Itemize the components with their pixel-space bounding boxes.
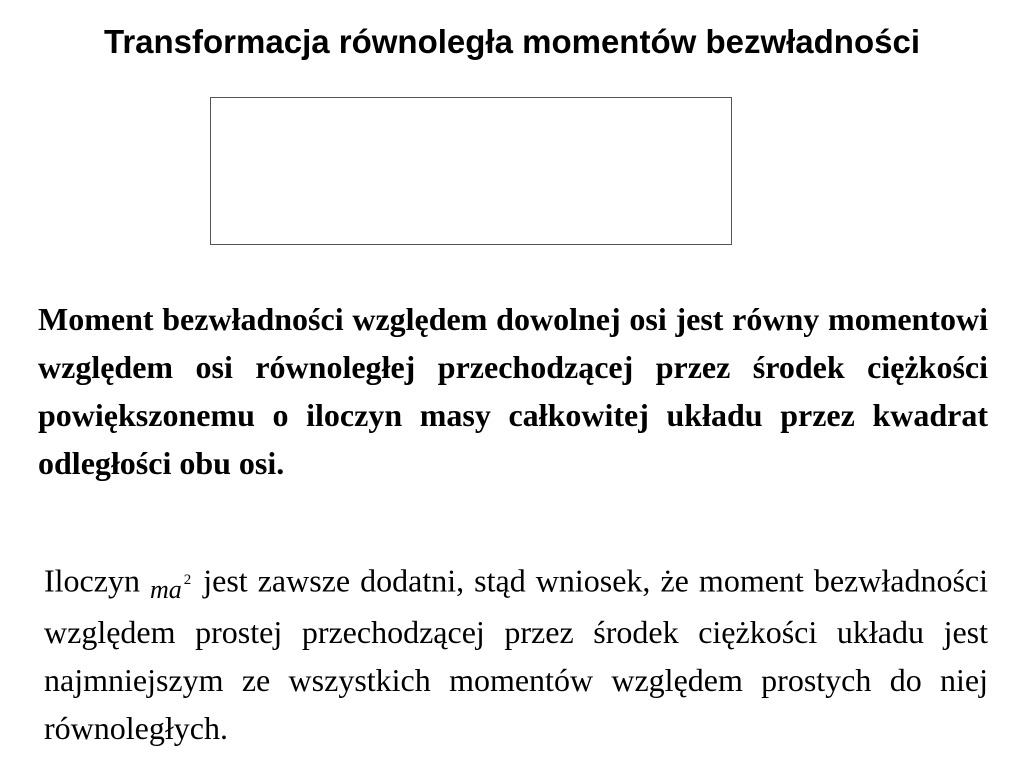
remark-lead: Iloczyn [44,562,140,599]
remark-body: jest zawsze dodatni, stąd wniosek, że moment bezwładności względem prostej przechodzącej przez środek ciężkości układu jest najmniejszym ze wszystkich momentów względem prostych do niej równoległych. [44,562,988,746]
formula-base: ma [149,574,182,604]
formula-ma-squared [149,572,192,604]
remark-paragraph [44,554,988,752]
figure-placeholder [210,97,732,245]
formula-exponent: 2 [183,572,192,588]
slide-title: Transformacja równoległa momentów bezwładności [103,23,920,60]
theorem-text: Moment bezwładności względem dowolnej osi jest równy momentowi względem osi równoległej przechodzącej przez środek ciężkości powiększonemu o iloczyn masy całkowitej układu przez kwadrat odległości obu osi. [38,301,988,481]
